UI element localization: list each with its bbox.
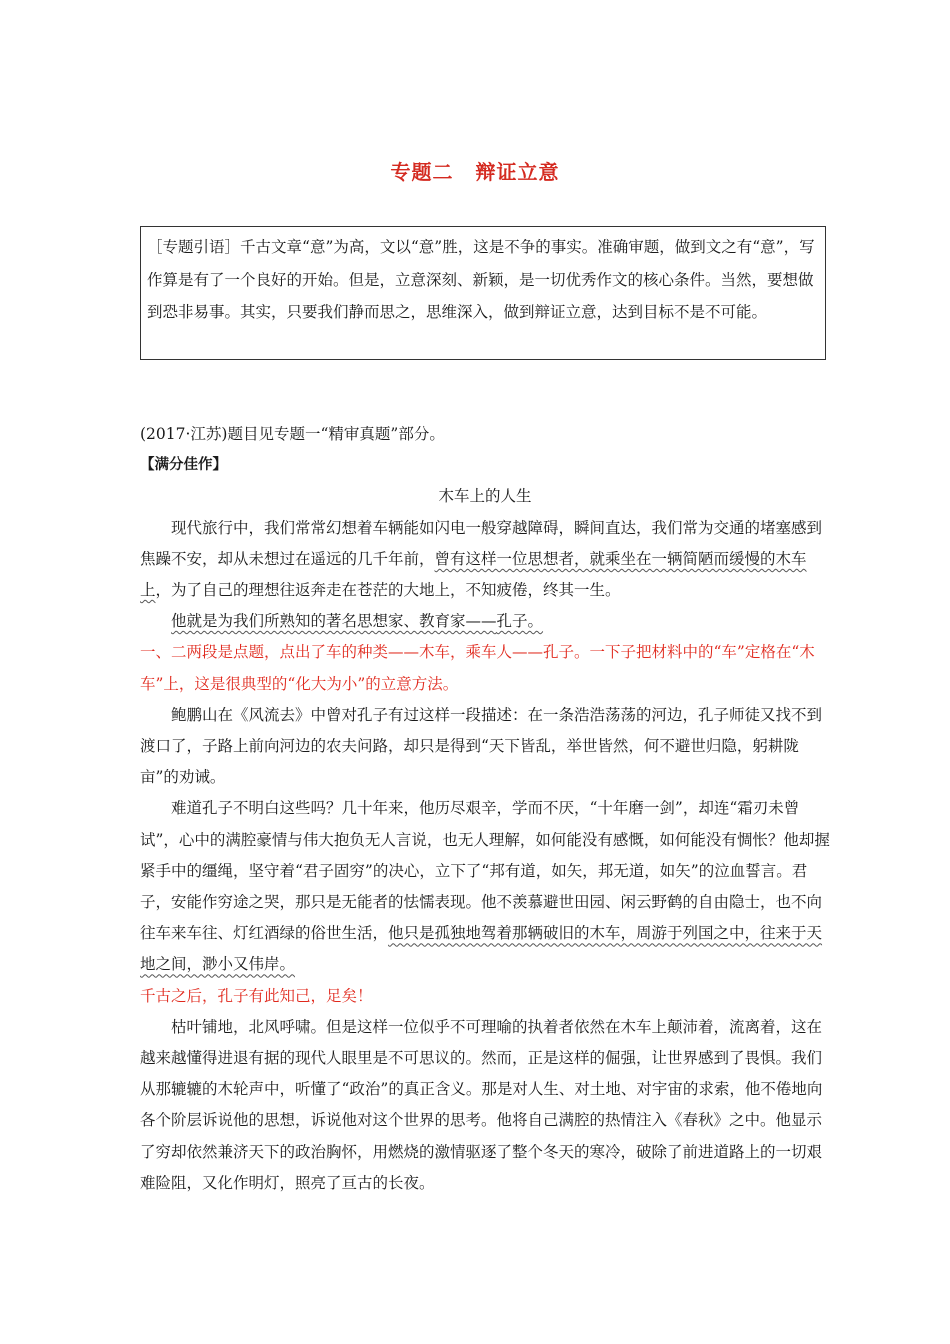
p2-highlight-b: 孔子。 [496, 612, 544, 631]
comment-1: 一、二两段是点题，点出了车的种类——木车，乘车人——孔子。一下子把材料中的“车”定格在“木车”上，这是很典型的“化大为小”的立意方法。 [140, 643, 815, 693]
p2-highlight-a: 他就是为我们所熟知的著名思想家、教育家—— [171, 612, 497, 631]
p4-highlight: 他只是孤独地驾着那辆破旧的木车，周游于列国之中，往来于天地之间，渺小又伟岸。 [140, 924, 823, 974]
essay-paragraph-1 [140, 513, 830, 607]
section-label: 【满分佳作】 [140, 457, 227, 474]
p1-highlight: 曾有这样一位思想者，就乘坐在一辆简陋而缓慢的木车上 [140, 549, 807, 600]
page-title [0, 156, 950, 185]
title-part1: 专题二 [390, 160, 454, 184]
intro-text: 千古文章“意”为高，文以“意”胜，这是不争的事实。准确审题，做到文之有“意”，写作算是有了一个良好的开始。但是，立意深刻、新颖，是一切优秀作文的核心条件。当然，要想做到恐非易事。其实，只要我们静而思之，思维深入，做到辩证立意，达到目标不是不可能。 [147, 238, 815, 321]
essay-paragraph-5: 枯叶铺地，北风呼啸。但是这样一位似乎不可理喻的执着者依然在木车上颠沛着，流离着，这在越来越懂得进退有据的现代人眼里是不可思议的。然而，正是这样的倔强，让世界感到了畏惧。我们从那辘辘的木轮声中，听懂了“政治”的真正含义。那是对人生、对土地、对宇宙的求索，他不倦地向各个阶层诉说他的思想，诉说他对这个世界的思考。他将自己满腔的热情注入《春秋》之中。他显示了穷却依然兼济天下的政治胸怀，用燃烧的激情驱逐了整个冬天的寒冷，破除了前进道路上的一切艰难险阻，又化作明灯，照亮了亘古的长夜。 [140, 1017, 823, 1192]
essay-title: 木车上的人生 [438, 487, 532, 506]
source-line: (2017·江苏)题目见专题一“精审真题”部分。 [140, 425, 445, 443]
p1-text-a: 现代旅行中，我们常常幻想着车辆能如闪电一般穿越障碍，瞬间直达，我们常为交通的堵塞感到焦躁不安，却从未想过在遥远的几千年前， [140, 518, 823, 568]
intro-label: ［专题引语］ [147, 238, 241, 256]
essay-paragraph-4 [140, 793, 830, 980]
essay-paragraph-3: 鲍鹏山在《风流去》中曾对孔子有过这样一段描述：在一条浩浩荡荡的河边，孔子师徒又找不到渡口了，子路上前向河边的农夫问路，却只是得到“天下皆乱，举世皆然，何不避世归隐，躬耕陇亩”的劝诫。 [140, 705, 823, 787]
comment-2: 千古之后，孔子有此知己，足矣！ [140, 986, 373, 1005]
p4-text-a: 难道孔子不明白这些吗？几十年来，他历尽艰辛，学而不厌，“十年磨一剑”，却连“霜刃未曾试”，心中的满腔豪情与伟大抱负无人言说，也无人理解，如何能没有感慨，如何能没有惆怅？他却握紧手中的缰绳，坚守着“君子固穷”的决心，立下了“邦有道，如矢，邦无道，如矢”的泣血誓言。君子，安能作穷途之哭，那只是无能者的怯懦表现。他不羡慕避世田园、闲云野鹤的自由隐士，也不向往车来车往、灯红酒绿的俗世生活， [140, 799, 830, 943]
p1-text-c: ，为了自己的理想往返奔走在苍茫的大地上，不知疲倦，终其一生。 [155, 581, 621, 600]
title-part2: 辩证立意 [475, 160, 560, 184]
essay-paragraph-2 [140, 606, 830, 637]
main-content [140, 419, 830, 1199]
intro-box [140, 226, 826, 360]
